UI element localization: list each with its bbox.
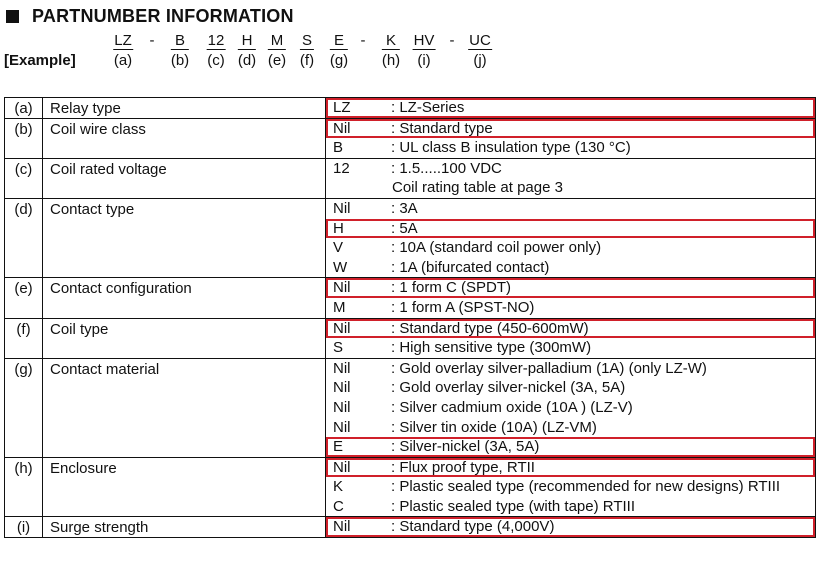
row-options [326,198,816,277]
option-line [326,238,815,258]
row-letter: (i) [5,517,43,538]
example-part-code: K [382,32,400,50]
option-description: : Standard type (4,000V) [391,518,555,536]
example-part [207,32,226,70]
option-description: : Plastic sealed type (recommended for new designs) RTIII [391,478,781,496]
row-name: Contact configuration [43,278,326,318]
row-name: Enclosure [43,457,326,517]
example-label: [Example] [4,52,76,69]
example-dash: - [449,32,455,49]
example-part-letter: (f) [299,52,315,69]
option-description: : Plastic sealed type (with tape) RTIII [391,497,635,515]
option-code: K [333,478,344,496]
example-part [268,32,286,70]
example-part-code: UC [469,32,491,49]
option-code: Nil [333,199,351,217]
option-line [326,338,815,358]
example-part [171,32,189,70]
option-line [326,159,815,179]
option-code: Nil [333,379,351,397]
example-part [113,32,133,70]
example-part-code: S [300,32,314,50]
option-code: W [333,258,348,276]
option-description: : 1 form A (SPST-NO) [391,298,535,316]
row-letter: (d) [5,198,43,277]
option-code: Nil [333,518,351,536]
option-description: : Standard type (450-600mW) [391,319,589,337]
option-description: : 5A [391,219,418,237]
option-line [326,298,815,318]
row-name: Coil wire class [43,118,326,158]
highlighted-option [326,119,815,139]
example-part [330,32,348,70]
example-part-letter: (c) [207,52,225,69]
example-part-code: E [330,32,348,50]
table-row [5,198,816,277]
option-description: : LZ-Series [391,99,465,116]
example-part-letter: (g) [329,52,349,69]
table-row [5,457,816,517]
table-row [5,118,816,158]
option-code: Nil [333,398,351,416]
option-line [326,359,815,379]
option-code: Nil [333,279,351,297]
option-line [326,398,815,418]
table-row [5,158,816,198]
highlighted-option [326,219,815,239]
example-part [413,32,436,70]
option-description: : 3A [391,199,418,217]
row-options [326,358,816,457]
option-code: H [333,219,344,237]
title-text: PARTNUMBER INFORMATION [32,6,294,26]
highlighted-option [326,319,815,339]
example-part-letter: (a) [113,52,133,69]
row-options [326,158,816,198]
example-dash: - [360,32,366,49]
example-part-letter: (b) [170,52,190,69]
option-description: : 10A (standard coil power only) [391,239,602,257]
option-description: : High sensitive type (300mW) [391,339,592,357]
row-name: Relay type [43,98,326,119]
row-letter: (g) [5,358,43,457]
option-code: 12 [333,159,350,177]
highlighted-option [326,278,815,298]
option-code: B [333,139,344,157]
example-part [382,32,400,70]
table-row [5,98,816,119]
option-line [326,477,815,497]
row-name: Contact type [43,198,326,277]
row-letter: (a) [5,98,43,119]
option-code: Nil [333,119,351,137]
row-name: Contact material [43,358,326,457]
option-code: V [333,239,344,257]
square-bullet-icon [6,10,19,23]
highlighted-option [326,98,815,118]
option-code: M [333,298,346,316]
option-code: Nil [333,359,351,377]
example-dash: - [149,32,155,49]
option-note-text: Coil rating table at page 3 [392,179,563,197]
table-row [5,278,816,318]
example-part [300,32,314,70]
option-code: LZ [333,99,351,116]
highlighted-option [326,437,815,457]
option-code: C [333,497,344,515]
option-description: : UL class B insulation type (130 °C) [391,139,631,157]
option-description: : 1.5.....100 VDC [391,159,502,177]
example-part-code: LZ [114,32,132,49]
table-row [5,318,816,358]
example-part-code: H [238,32,256,50]
option-line [326,138,815,158]
option-description: : Gold overlay silver-nickel (3A, 5A) [391,379,626,397]
row-options [326,517,816,538]
example-part-code: 12 [207,32,225,49]
table-row [5,358,816,457]
option-description: : 1A (bifurcated contact) [391,258,550,276]
row-letter: (e) [5,278,43,318]
highlighted-option [326,517,815,537]
section-title [6,6,294,27]
example-part-letter: (e) [267,52,287,69]
option-code: Nil [333,418,351,436]
row-options [326,457,816,517]
example-part-letter: (d) [237,52,257,69]
example-part [468,32,492,70]
row-options [326,278,816,318]
option-line [326,497,815,517]
option-code: Nil [333,319,351,337]
option-code: S [333,339,344,357]
option-line [326,258,815,278]
option-code: Nil [333,458,351,476]
table-row [5,517,816,538]
row-letter: (c) [5,158,43,198]
option-description: : Silver-nickel (3A, 5A) [391,438,540,456]
option-note [326,178,815,198]
example-part-code: M [268,32,286,50]
example-part [238,32,256,70]
example-part-code: HV [413,32,435,49]
row-name: Coil rated voltage [43,158,326,198]
example-part-letter: (i) [417,52,431,69]
row-options [326,318,816,358]
option-line [326,199,815,219]
example-part-letter: (h) [381,52,401,69]
example-part-letter: (j) [473,52,487,69]
row-letter: (b) [5,118,43,158]
option-line [326,418,815,438]
option-description: : Standard type [391,119,493,137]
highlighted-option [326,458,815,478]
partnumber-table [4,97,816,538]
row-letter: (h) [5,457,43,517]
row-options [326,98,816,119]
option-description: : Flux proof type, RTII [391,458,535,476]
option-line [326,378,815,398]
row-options [326,118,816,158]
row-name: Surge strength [43,517,326,538]
row-name: Coil type [43,318,326,358]
example-part-code: B [171,32,189,50]
option-code: E [333,438,344,456]
option-description: : Silver tin oxide (10A) (LZ-VM) [391,418,597,436]
row-letter: (f) [5,318,43,358]
option-description: : Silver cadmium oxide (10A ) (LZ-V) [391,398,633,416]
option-description: : 1 form C (SPDT) [391,279,512,297]
option-description: : Gold overlay silver-palladium (1A) (only LZ-W) [391,359,707,377]
